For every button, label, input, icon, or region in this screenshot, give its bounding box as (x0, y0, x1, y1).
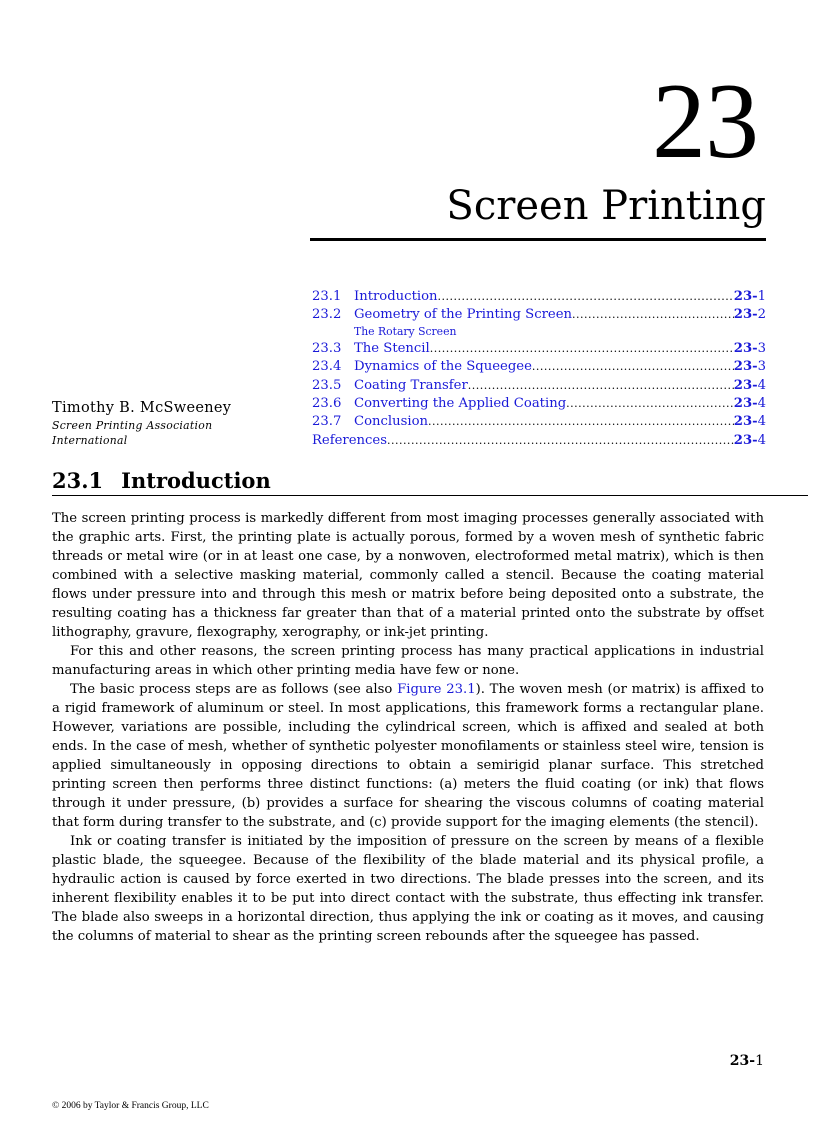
toc-entry[interactable] (312, 306, 766, 324)
toc-entry-page[interactable]: 23-4 (733, 395, 766, 411)
chapter-number: 23 (652, 62, 758, 181)
toc-leader-dots (428, 413, 734, 431)
section-number: 23.1 (52, 468, 104, 493)
body-text (52, 509, 764, 946)
chapter-title: Screen Printing (446, 183, 766, 229)
toc-entry-link[interactable]: Converting the Applied Coating (354, 395, 567, 411)
page-number: 23-1 (729, 1053, 764, 1069)
author-affiliation: International (52, 434, 128, 447)
toc-entry-page[interactable]: 23-4 (733, 414, 766, 430)
toc-entry[interactable] (312, 395, 766, 413)
toc-leader-dots (566, 395, 734, 413)
toc-entry-link[interactable]: Conclusion (354, 414, 429, 430)
toc-leader-dots (387, 432, 734, 450)
toc-entry[interactable] (312, 288, 766, 306)
toc-entry-references[interactable] (312, 432, 766, 450)
section-title: Introduction (121, 468, 271, 493)
toc-entry[interactable] (312, 340, 766, 358)
toc-leader-dots (430, 340, 734, 358)
toc-entry[interactable] (312, 413, 766, 431)
paragraph: For this and other reasons, the screen printing process has many practical applications in industrial manufacturing areas in which other printing media have few or none. (52, 644, 764, 678)
toc-entry-number: 23.3 (312, 340, 342, 356)
toc-entry-number: 23.4 (312, 359, 342, 375)
toc-leader-dots (532, 358, 734, 376)
toc-entry-number: 23.6 (312, 395, 342, 411)
toc-leader-dots (572, 306, 734, 324)
author-block (52, 398, 292, 448)
section-rule (52, 495, 808, 496)
table-of-contents (312, 288, 766, 450)
paragraph: The basic process steps are as follows (see also Figure 23.1). The woven mesh (or matrix) is affixed to a rigid framework of aluminum or steel. In most applications, this framework forms a rectangular plane. However, variations are possible, including the cylindrical screen, which is affixed and sealed at both ends. In the case of mesh, whether of synthetic polyester monofilaments or stainless steel wire, tension is applied simultaneously in opposing directions to obtain a semirigid planar surface. This stretched printing screen then performs three distinct functions: (a) meters the fluid coating (or ink) that flows through it under pressure, (b) provides a surface for shearing the viscous columns of coating material that form during transfer to the substrate, and (c) provide support for the imaging elements (the stencil). (52, 682, 764, 830)
toc-entry-link[interactable]: Introduction (354, 289, 438, 304)
toc-entry-number: 23.7 (312, 414, 342, 430)
toc-entry-link[interactable]: The Stencil (354, 340, 430, 356)
toc-entry[interactable] (312, 358, 766, 376)
toc-entry-page[interactable]: 23-4 (733, 377, 766, 393)
toc-subentry-link[interactable]: The Rotary Screen (354, 324, 457, 338)
copyright-notice: © 2006 by Taylor & Francis Group, LLC (52, 1101, 209, 1111)
paragraph: The screen printing process is markedly different from most imaging processes generally associated with the graphic arts. First, the printing plate is actually porous, formed by a woven mesh of synthetic fabric threads or metal wire (or in at least one case, by a nonwoven, electroformed metal matrix), which is then combined with a selective masking material, commonly called a stencil. Because the coating material flows under pressure into and through this mesh or matrix before being deposited onto a substrate, the resulting coating has a thickness far greater than that of a material printed onto the substrate by offset lithography, gravure, flexography, xerography, or ink-jet printing. (52, 511, 764, 640)
toc-entry-link[interactable]: Geometry of the Printing Screen (354, 307, 572, 323)
title-rule (310, 238, 766, 241)
toc-entry-page[interactable]: 23-2 (733, 307, 766, 323)
toc-entry-page[interactable]: 23-1 (733, 289, 766, 304)
toc-entry[interactable] (312, 377, 766, 395)
toc-entry-link[interactable]: Coating Transfer (354, 377, 468, 393)
toc-entry-page[interactable]: 23-4 (733, 432, 766, 448)
toc-entry-link[interactable]: References (312, 432, 387, 448)
toc-leader-dots (438, 288, 734, 306)
toc-entry-number: 23.5 (312, 377, 342, 393)
author-affiliation: Screen Printing Association (52, 419, 213, 432)
figure-link[interactable]: Figure 23.1 (397, 682, 476, 697)
toc-entry-page[interactable]: 23-3 (733, 340, 766, 356)
toc-entry-number: 23.1 (312, 289, 342, 304)
toc-entry-number: 23.2 (312, 307, 342, 323)
section-heading (52, 468, 271, 493)
toc-entry-link[interactable]: Dynamics of the Squeegee (354, 359, 532, 375)
paragraph: Ink or coating transfer is initiated by the imposition of pressure on the screen by means of a flexible plastic blade, the squeegee. Because of the flexibility of the blade material and its physical profile, a hydraulic action is caused by force exerted in two directions. The blade presses into the screen, and its inherent flexibility enables it to be put into direct contact with the substrate, thus effecting ink transfer. The blade also sweeps in a horizontal direction, thus applying the ink or coating as it moves, and causing the columns of material to shear as the printing screen rebounds after the squeegee has passed. (52, 834, 764, 944)
toc-leader-dots (468, 377, 734, 395)
toc-entry-page[interactable]: 23-3 (733, 359, 766, 375)
author-name: Timothy B. McSweeney (52, 400, 232, 416)
